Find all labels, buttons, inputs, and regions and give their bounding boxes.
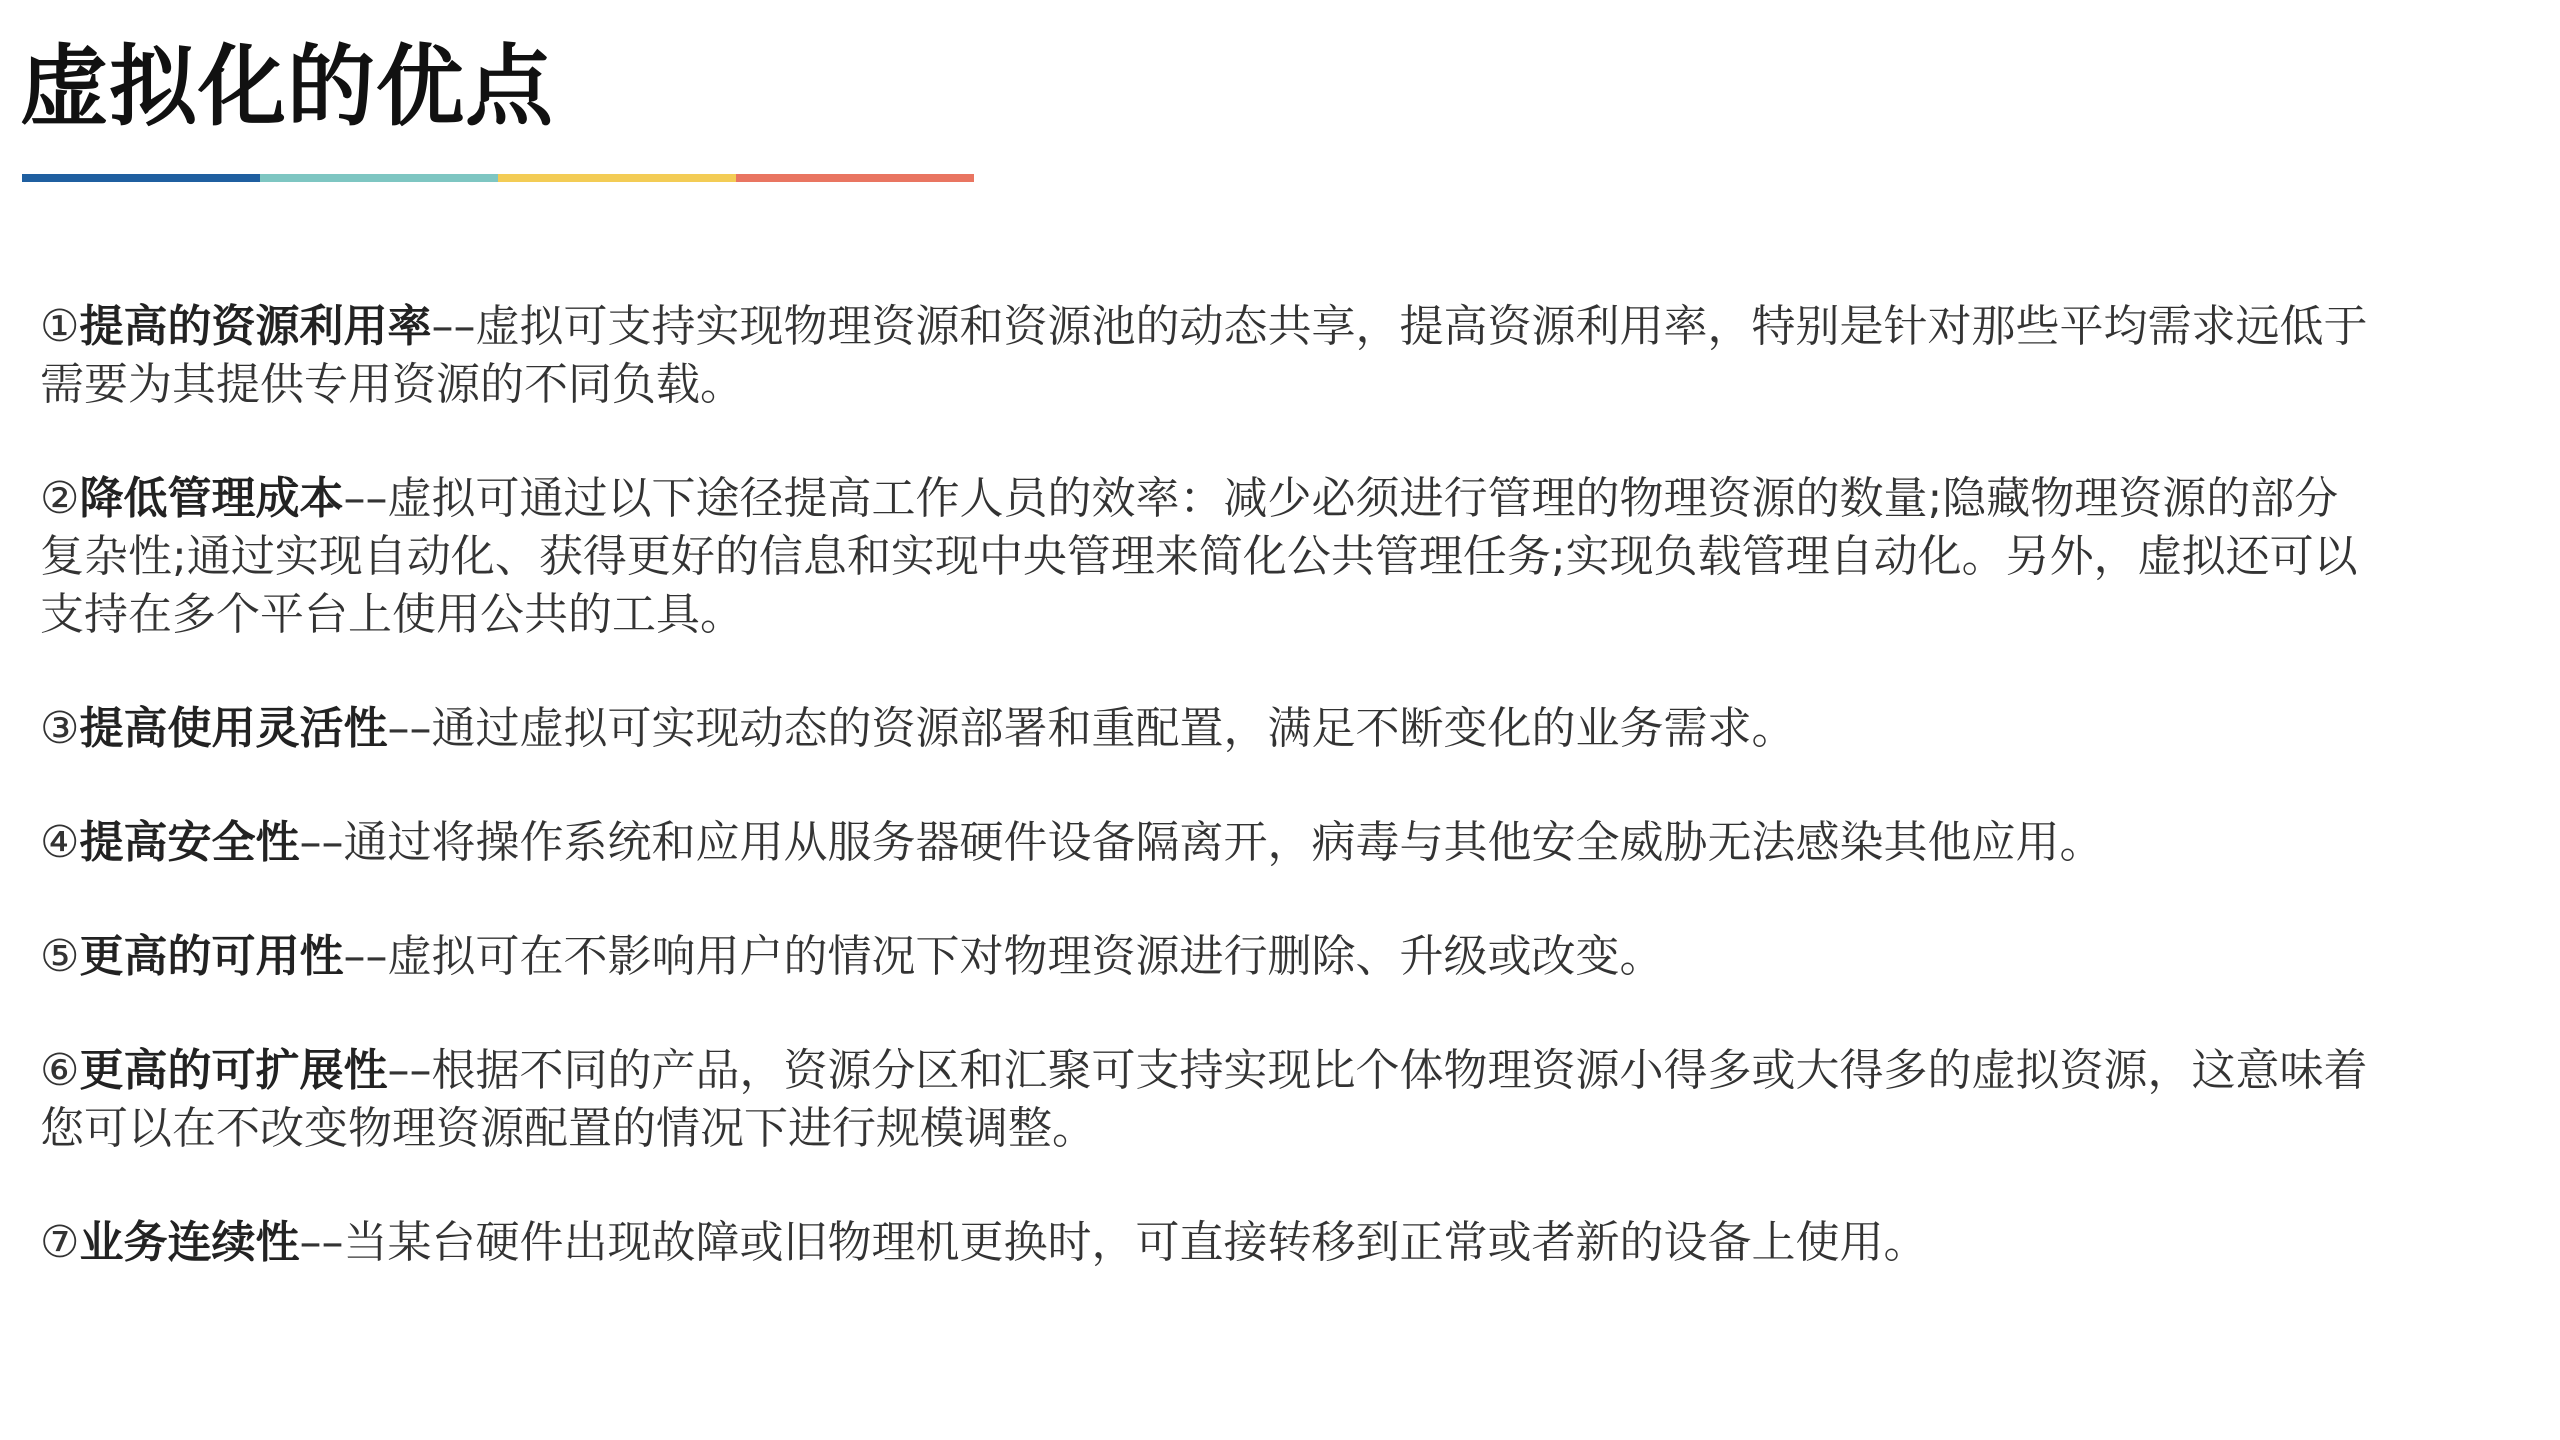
advantage-item-3 xyxy=(40,700,2370,758)
item-description: 虚拟可在不影响用户的情况下对物理资源进行删除、升级或改变。 xyxy=(387,931,1664,982)
item-description: 虚拟可通过以下途径提高工作人员的效率：减少必须进行管理的物理资源的数量;隐藏物理资源的部分复杂性;通过实现自动化、获得更好的信息和实现中央管理来简化公共管理任务;实现负载管理自动化。另外，虚拟还可以支持在多个平台上使用公共的工具。 xyxy=(40,473,2358,640)
item-description: 通过虚拟可实现动态的资源部署和重配置，满足不断变化的业务需求。 xyxy=(431,703,1796,754)
item-dash: –– xyxy=(343,931,388,982)
item-number: ③ xyxy=(40,703,80,754)
slide-title: 虚拟化的优点 xyxy=(20,35,555,138)
item-dash: –– xyxy=(299,817,344,868)
title-underline xyxy=(22,174,974,182)
item-dash: –– xyxy=(431,301,476,352)
item-heading: 提高的资源利用率 xyxy=(79,301,432,352)
advantage-item-2 xyxy=(40,470,2370,644)
item-heading: 业务连续性 xyxy=(79,1217,300,1268)
item-description: 通过将操作系统和应用从服务器硬件设备隔离开，病毒与其他安全威胁无法感染其他应用。 xyxy=(343,817,2104,868)
underline-segment-coral xyxy=(736,174,974,182)
item-heading: 提高安全性 xyxy=(79,817,300,868)
advantage-item-4 xyxy=(40,814,2370,872)
item-dash: –– xyxy=(343,473,388,524)
item-dash: –– xyxy=(387,703,432,754)
advantage-item-1 xyxy=(40,298,2370,414)
advantage-item-7 xyxy=(40,1214,2370,1272)
underline-segment-teal xyxy=(260,174,498,182)
item-heading: 提高使用灵活性 xyxy=(79,703,388,754)
item-number: ④ xyxy=(40,817,80,868)
item-number: ② xyxy=(40,473,80,524)
advantages-list xyxy=(40,298,2370,1328)
item-heading: 更高的可扩展性 xyxy=(79,1045,388,1096)
item-description: 虚拟可支持实现物理资源和资源池的动态共享，提高资源利用率，特别是针对那些平均需求远低于需要为其提供专用资源的不同负载。 xyxy=(40,301,2368,410)
advantage-item-5 xyxy=(40,928,2370,986)
item-number: ⑤ xyxy=(40,931,80,982)
item-heading: 更高的可用性 xyxy=(79,931,344,982)
advantage-item-6 xyxy=(40,1042,2370,1158)
underline-segment-blue xyxy=(22,174,260,182)
underline-segment-yellow xyxy=(498,174,736,182)
item-number: ⑥ xyxy=(40,1045,80,1096)
item-description: 当某台硬件出现故障或旧物理机更换时，可直接转移到正常或者新的设备上使用。 xyxy=(343,1217,1928,1268)
item-number: ① xyxy=(40,301,80,352)
item-heading: 降低管理成本 xyxy=(79,473,344,524)
item-number: ⑦ xyxy=(40,1217,80,1268)
item-dash: –– xyxy=(387,1045,432,1096)
item-dash: –– xyxy=(299,1217,344,1268)
item-description: 根据不同的产品，资源分区和汇聚可支持实现比个体物理资源小得多或大得多的虚拟资源，这意味着您可以在不改变物理资源配置的情况下进行规模调整。 xyxy=(40,1045,2368,1154)
